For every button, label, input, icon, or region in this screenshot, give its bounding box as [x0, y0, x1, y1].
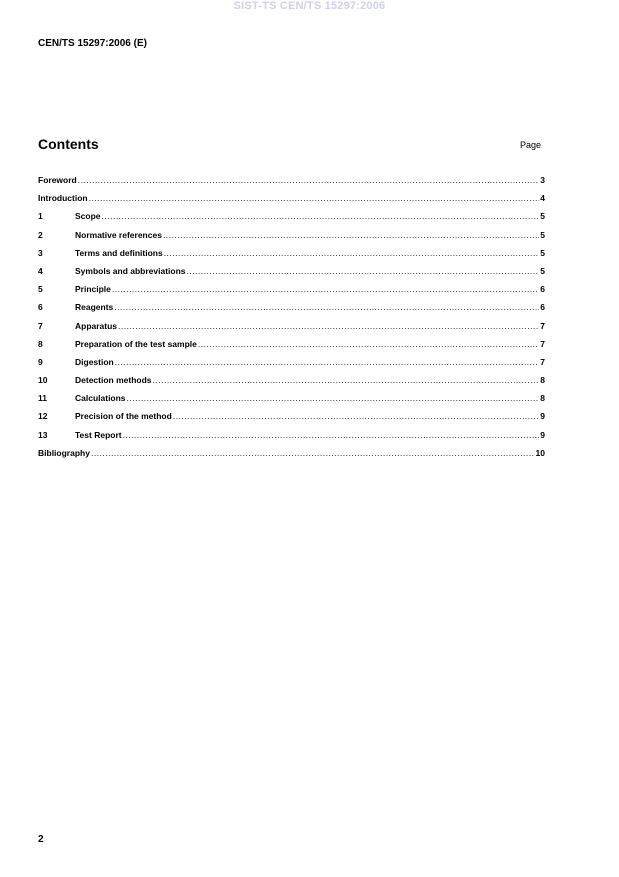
toc-leader-dots	[118, 321, 539, 331]
toc-entry-calculations[interactable]	[38, 393, 545, 411]
toc-entry-page: 8	[540, 393, 545, 404]
toc-entry-title: Normative references	[75, 229, 162, 240]
toc-leader-dots	[173, 411, 539, 421]
toc-entry-title: Bibliography	[38, 447, 90, 458]
toc-entry-page: 5	[540, 265, 545, 276]
toc-entry-title: Precision of the method	[75, 411, 172, 422]
toc-entry-reagents[interactable]	[38, 302, 545, 320]
toc-entry-number: 7	[38, 320, 43, 331]
toc-entry-title: Digestion	[75, 356, 114, 367]
toc-leader-dots	[164, 248, 540, 258]
toc-leader-dots	[102, 211, 540, 221]
toc-entry-number: 9	[38, 356, 43, 367]
toc-leader-dots	[187, 266, 540, 276]
document-id: CEN/TS 15297:2006 (E)	[38, 38, 147, 49]
toc-entry-title: Detection methods	[75, 375, 152, 386]
toc-entry-page: 7	[540, 320, 545, 331]
toc-entry-precision-of-method[interactable]	[38, 411, 545, 429]
toc-entry-number: 1	[38, 211, 43, 222]
toc-entry-number: 11	[38, 393, 47, 404]
toc-entry-page: 7	[540, 356, 545, 367]
page-column-label: Page	[520, 140, 542, 150]
toc-entry-test-report[interactable]	[38, 430, 545, 448]
toc-entry-page: 10	[535, 447, 545, 458]
toc-entry-title: Preparation of the test sample	[75, 338, 197, 349]
toc-entry-foreword[interactable]	[38, 175, 545, 193]
toc-leader-dots	[163, 230, 539, 240]
toc-entry-preparation-of-test-sample[interactable]	[38, 339, 545, 357]
toc-entry-page: 3	[540, 175, 545, 185]
toc-entry-title: Apparatus	[75, 320, 118, 331]
toc-entry-page: 6	[540, 302, 545, 313]
toc-entry-number: 13	[38, 429, 48, 440]
toc-entry-page: 6	[540, 284, 545, 295]
toc-entry-page: 4	[540, 193, 545, 204]
toc-entry-detection-methods[interactable]	[38, 375, 545, 393]
toc-entry-symbols-and-abbreviations[interactable]	[38, 266, 545, 284]
toc-leader-dots	[78, 175, 540, 185]
toc-entry-title: Introduction	[38, 193, 88, 204]
toc-entry-apparatus[interactable]	[38, 321, 545, 339]
toc-leader-dots	[153, 375, 540, 385]
toc-entry-page: 5	[540, 211, 545, 222]
toc-entry-title: Test Report	[75, 429, 122, 440]
page-number: 2	[38, 834, 44, 845]
toc-entry-number: 8	[38, 338, 43, 349]
toc-entry-title: Foreword	[38, 175, 77, 185]
toc-leader-dots	[127, 393, 540, 403]
toc-leader-dots	[91, 448, 535, 458]
toc-leader-dots	[112, 284, 539, 294]
toc-entry-scope[interactable]	[38, 211, 545, 229]
toc-leader-dots	[123, 430, 540, 440]
toc-entry-page: 5	[540, 229, 545, 240]
toc-entry-number: 3	[38, 247, 43, 258]
contents-heading: Contents	[38, 136, 99, 152]
toc-entry-title: Calculations	[75, 393, 126, 404]
toc-entry-number: 5	[38, 284, 43, 295]
toc-entry-number: 12	[38, 411, 48, 422]
toc-entry-introduction[interactable]	[38, 193, 545, 211]
toc-entry-number: 10	[38, 375, 48, 386]
toc-entry-title: Symbols and abbreviations	[75, 265, 186, 276]
toc-entry-bibliography[interactable]	[38, 448, 545, 466]
toc-leader-dots	[89, 193, 540, 203]
toc-entry-page: 9	[540, 429, 545, 440]
toc-entry-title: Terms and definitions	[75, 247, 163, 258]
toc-entry-title: Scope	[75, 211, 101, 222]
toc-entry-normative-references[interactable]	[38, 230, 545, 248]
toc-entry-digestion[interactable]	[38, 357, 545, 375]
toc-leader-dots	[198, 339, 539, 349]
toc-leader-dots	[114, 302, 539, 312]
toc-entry-page: 8	[540, 375, 545, 386]
watermark: SIST-TS CEN/TS 15297:2006	[233, 0, 386, 12]
toc-leader-dots	[115, 357, 540, 367]
toc-entry-title: Reagents	[75, 302, 114, 313]
toc-entry-title: Principle	[75, 284, 111, 295]
toc-entry-number: 6	[38, 302, 43, 313]
toc-entry-page: 5	[540, 247, 545, 258]
toc-entry-number: 4	[38, 265, 43, 276]
table-of-contents	[38, 175, 545, 466]
toc-entry-page: 7	[540, 338, 545, 349]
toc-entry-terms-and-definitions[interactable]	[38, 248, 545, 266]
toc-entry-principle[interactable]	[38, 284, 545, 302]
toc-entry-page: 9	[540, 411, 545, 422]
toc-entry-number: 2	[38, 229, 43, 240]
